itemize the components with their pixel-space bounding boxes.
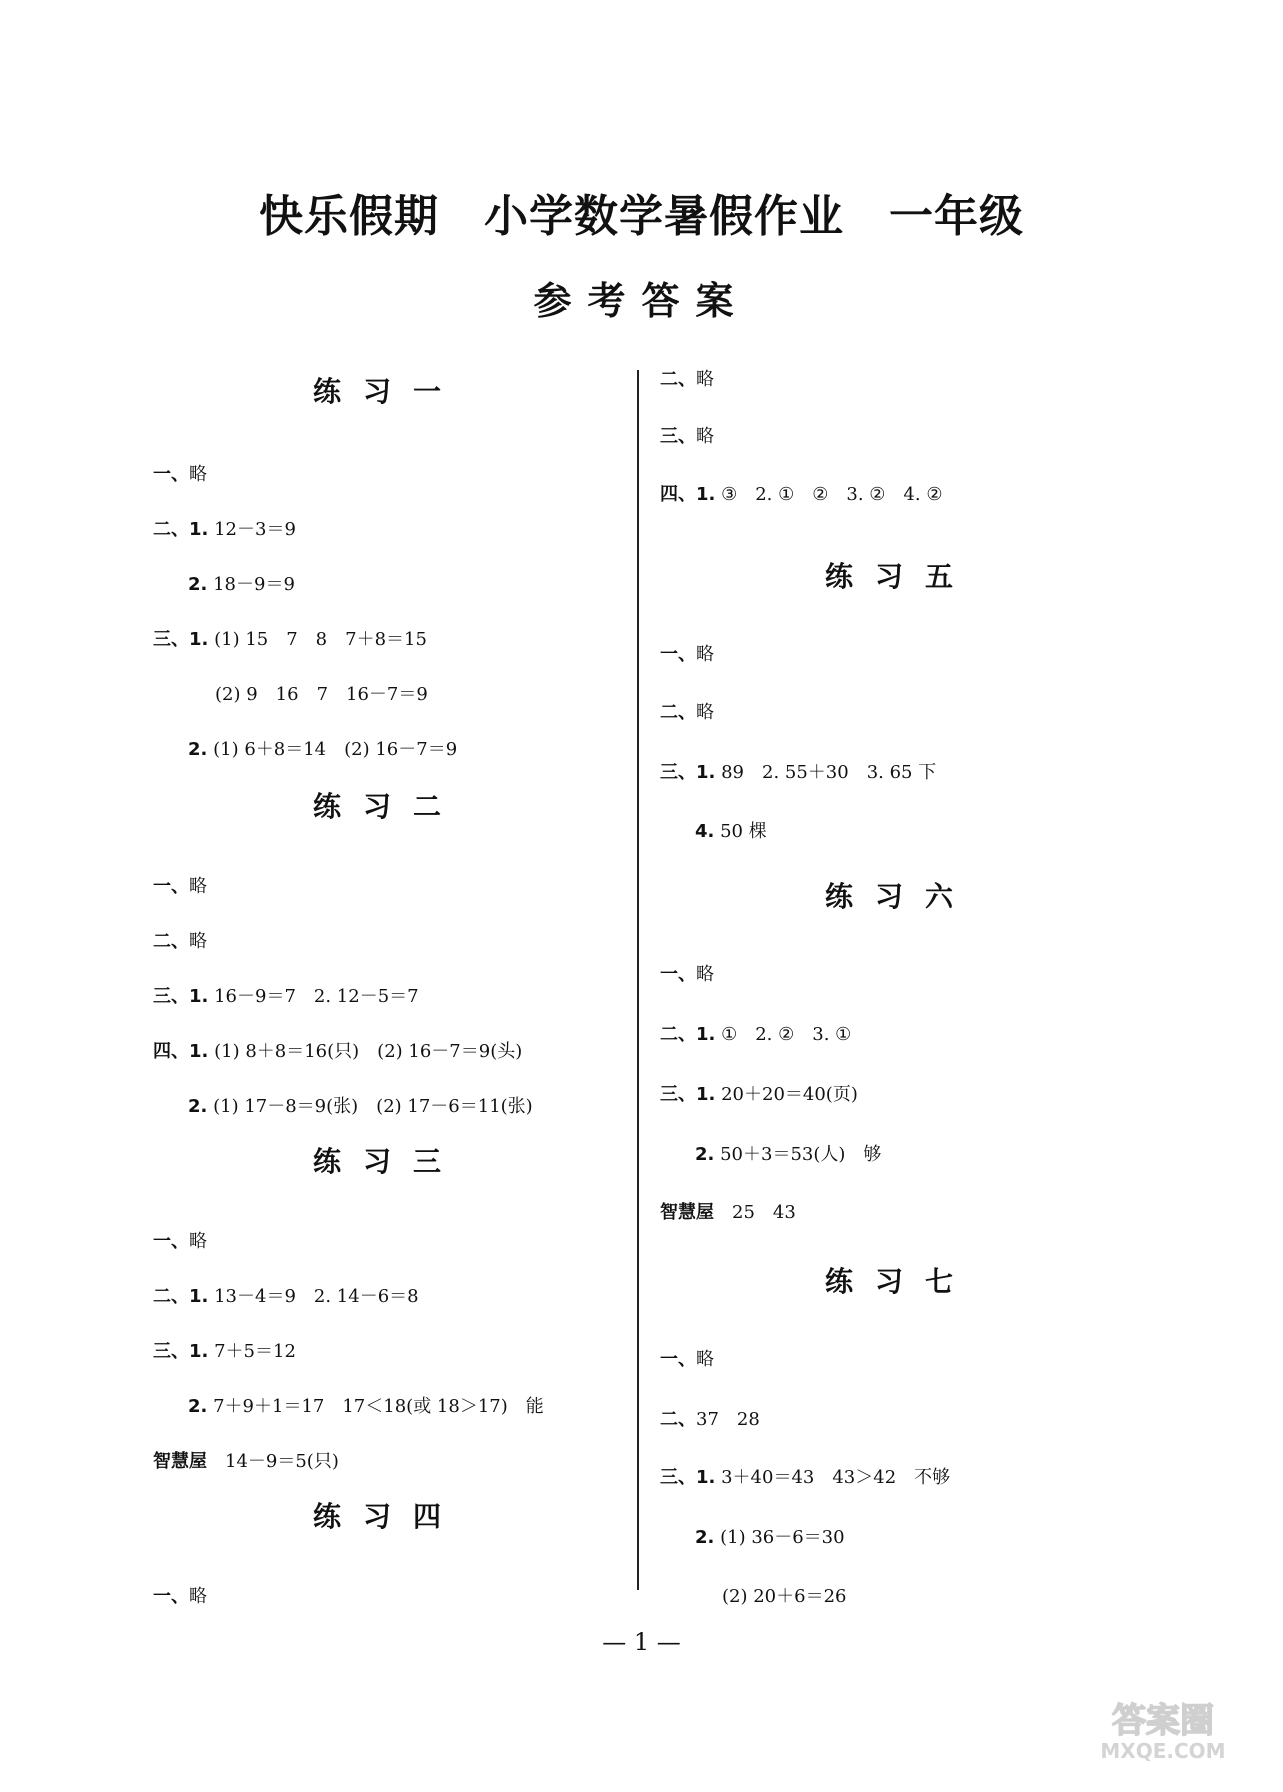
answer-line: 2. (1) 36－6＝30 — [695, 1527, 845, 1548]
page-subtitle: 参考答案 — [533, 279, 750, 323]
answer-line: 三、1. 89 2. 55＋30 3. 65 下 — [660, 762, 937, 783]
answer-line: 三、略 — [660, 426, 714, 447]
answer-line: 一、略 — [153, 464, 207, 485]
exercise-5-heading: 练习五 — [824, 560, 975, 593]
exercise-7-heading: 练习七 — [824, 1265, 975, 1298]
page-number: — 1 — — [602, 1628, 681, 1656]
answer-line: 一、略 — [660, 964, 714, 985]
exercise-3-heading: 练习三 — [312, 1145, 463, 1178]
answer-line: 一、略 — [660, 644, 714, 665]
answer-line: 智慧屋 14－9＝5(只) — [153, 1451, 339, 1472]
answer-line: 三、1. 20＋20＝40(页) — [660, 1084, 858, 1105]
exercise-6-heading: 练习六 — [824, 880, 975, 913]
answer-line: 2. (1) 6＋8＝14 (2) 16－7＝9 — [188, 739, 458, 760]
answer-line: 三、1. 7＋5＝12 — [153, 1341, 296, 1362]
answer-line: 三、1. (1) 15 7 8 7＋8＝15 — [153, 629, 427, 650]
exercise-1-heading: 练习一 — [312, 375, 463, 408]
answer-line: 一、略 — [660, 1349, 714, 1370]
answer-line: 二、1. 13－4＝9 2. 14－6＝8 — [153, 1286, 419, 1307]
answer-line: 2. (1) 17－8＝9(张) (2) 17－6＝11(张) — [188, 1096, 533, 1117]
answer-line: 2. 18－9＝9 — [188, 574, 295, 595]
column-divider — [637, 370, 639, 1590]
answer-line: (2) 9 16 7 16－7＝9 — [215, 684, 428, 705]
answer-line: 一、略 — [153, 876, 207, 897]
answer-line: 智慧屋 25 43 — [660, 1202, 796, 1223]
watermark-url: MXQE.COM — [1100, 1739, 1226, 1763]
exercise-2-heading: 练习二 — [312, 790, 463, 823]
watermark-text: 答案圈 — [1112, 1701, 1214, 1741]
answer-line: 2. 50＋3＝53(人) 够 — [695, 1144, 882, 1165]
watermark-logo — [1073, 1694, 1253, 1764]
exercise-4-heading: 练习四 — [312, 1500, 463, 1533]
answer-line: 二、1. 12－3＝9 — [153, 519, 296, 540]
answer-line: 一、略 — [153, 1231, 207, 1252]
answer-line: 三、1. 3＋40＝43 43＞42 不够 — [660, 1467, 951, 1488]
answer-line: 四、1. (1) 8＋8＝16(只) (2) 16－7＝9(头) — [153, 1041, 523, 1062]
answer-line: 一、略 — [153, 1586, 207, 1607]
answer-line: 二、略 — [660, 702, 714, 723]
answer-line: (2) 20＋6＝26 — [722, 1586, 847, 1607]
answer-line: 二、37 28 — [660, 1409, 760, 1430]
answer-line: 二、略 — [660, 369, 714, 390]
answer-line: 2. 7＋9＋1＝17 17＜18(或 18＞17) 能 — [188, 1396, 544, 1417]
answer-line: 四、1. ③ 2. ① ② 3. ② 4. ② — [660, 484, 943, 505]
page-title: 快乐假期 小学数学暑假作业 一年级 — [259, 191, 1024, 242]
answer-line: 4. 50 棵 — [695, 821, 767, 842]
answer-line: 二、略 — [153, 931, 207, 952]
answer-line: 二、1. ① 2. ② 3. ① — [660, 1024, 852, 1045]
answer-line: 三、1. 16－9＝7 2. 12－5＝7 — [153, 986, 419, 1007]
